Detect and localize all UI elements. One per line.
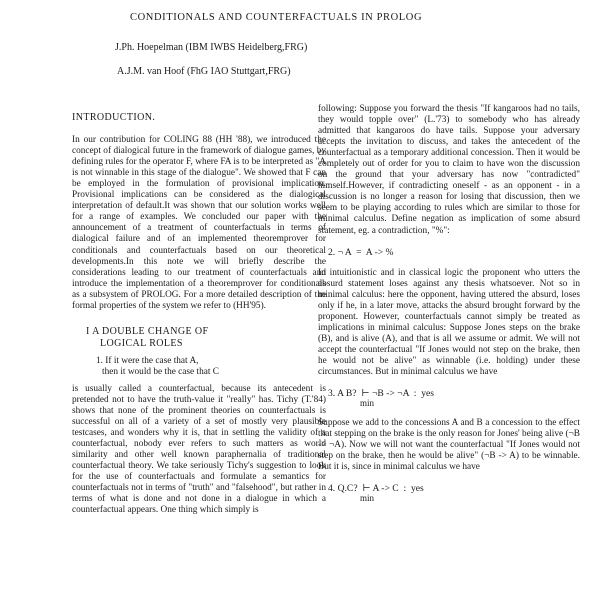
- section1-heading: [86, 326, 326, 350]
- formula-3: [328, 388, 580, 408]
- paper-title: CONDITIONALS AND COUNTERFACTUALS IN PROLOG: [130, 12, 423, 23]
- introduction-paragraph: In our contribution for COLING 88 (HH '88), we introduced the concept of dialogical future in the framework of dialogue games, by defining rules for the operator F, where FA is to be interpreted as "A is not winnable in this stage of the dialogue". We showed that F can be employed in the formulation of provisional implication. Provisional implications can be considered as the dialogical interpretation of default.It was shown that our solution works well for a range of examples. We concluded our paper with the announcement of a treatment of counterfactuals in terms of dialogical failure and of an implemented theoremprover for conditionals and counterfactuals based on our theoretical developments.In this note we will briefly describe the considerations leading to our treatment of counterfactuals and introduce the implementation of a theoremprover for conditionals as a subsystem of PROLOG. For a more detailed description of the formal properties of the system we refer to (HH'95).: [72, 135, 326, 311]
- example-1-line2: then it would be the case that C: [102, 366, 219, 377]
- right-paragraph-3: Suppose we add to the concessions A and B a concession to the effect that stepping on the brake is the only reason for Jones' being alive (¬B -> ¬A). Now we will not want the counterfactual "If Jones would not step on the brake, then he would be alive" (¬B -> A) to be winnable. But it is, since in minimal calculus we have: [318, 418, 580, 473]
- example-1-line1: 1. If it were the case that A,: [96, 355, 199, 366]
- left-column: [72, 104, 326, 516]
- section1-heading-line2: LOGICAL ROLES: [100, 337, 183, 349]
- introduction-heading: INTRODUCTION.: [72, 112, 156, 123]
- formula-2: [328, 247, 580, 258]
- example-1: [96, 356, 326, 378]
- formula-3-text: 3. A B? ⊢ ¬B -> ¬A : yes: [328, 388, 435, 400]
- right-paragraph-1: following: Suppose you forward the thesis "If kangaroos had no tails, they would topple over" (L.'73) to somebody who has already admitted that kangaroos do have tails. Suppose your adversary accepts the invitation to discuss, and takes the antecedent of the counterfactual as a temporary additional concession. Then it would be completely out of order for you to claim to have won the discussion on the ground that your adversary has now "contradicted" himself.However, if contradicting oneself - as an opponent - in a discussion is no longer a reason for losing that discussion, then we seem to be playing according to rules which are similar to those for minimal calculus. Define negation as implication of some absurd statement, eg. a contradiction, "%":: [318, 104, 580, 236]
- formula-4-subscript: min: [360, 493, 375, 504]
- author-van-hoof: A.J.M. van Hoof (FhG IAO Stuttgart,FRG): [117, 66, 291, 77]
- formula-3-subscript: min: [360, 398, 375, 409]
- formula-4-text: 4. Q.C? ⊢ A -> C : yes: [328, 483, 424, 495]
- section1-heading-line1: I A DOUBLE CHANGE OF: [86, 325, 209, 337]
- formula-2-text: 2. ¬ A = A -> %: [328, 246, 394, 258]
- right-column: [318, 104, 580, 513]
- author-hoepelman: J.Ph. Hoepelman (IBM IWBS Heidelberg,FRG): [115, 42, 308, 53]
- formula-4: [328, 483, 580, 503]
- right-paragraph-2: In intuitionistic and in classical logic the proponent who utters the absurd statement loses against any thesis whatsoever. Not so in minimal calculus: here the opponent, having uttered the absurd, loses only if he, in a later move, attacks the absurd brought forward by the proponent. However, counterfactuals cannot simply be treated as implications in minimal calculus: Suppose Jones steps on the brake (B), and is alive (A), and that is all we assume or admit. We will not accept the counterfactual "If Jones would not step on the brake, then he would not be alive" as winnable (i.e. holding) under these circumstances. But in minimal calculus we have: [318, 267, 580, 378]
- section1-paragraph: is usually called a counterfactual, because its antecedent is pretended not to have the truth-value it "really" has. Tichy (T.'84) shows that none of the prominent theories on counterfactuals is successful on all of a variety of a set of mostly very plausible testcases, and wonders why it is, that in settling the validity of a counterfactual, nobody ever refers to such matters as world similarity and other well known paraphernalia of traditional counterfactual theory. We take seriously Tichy's suggestion to look for the use of counterfactuals and formulate a semantics for counterfactuals not in terms of "truth" and "falsehood", but rather in terms of what is done and not done in a dialogue in which a counterfactual appears. One thing which simply is: [72, 383, 326, 516]
